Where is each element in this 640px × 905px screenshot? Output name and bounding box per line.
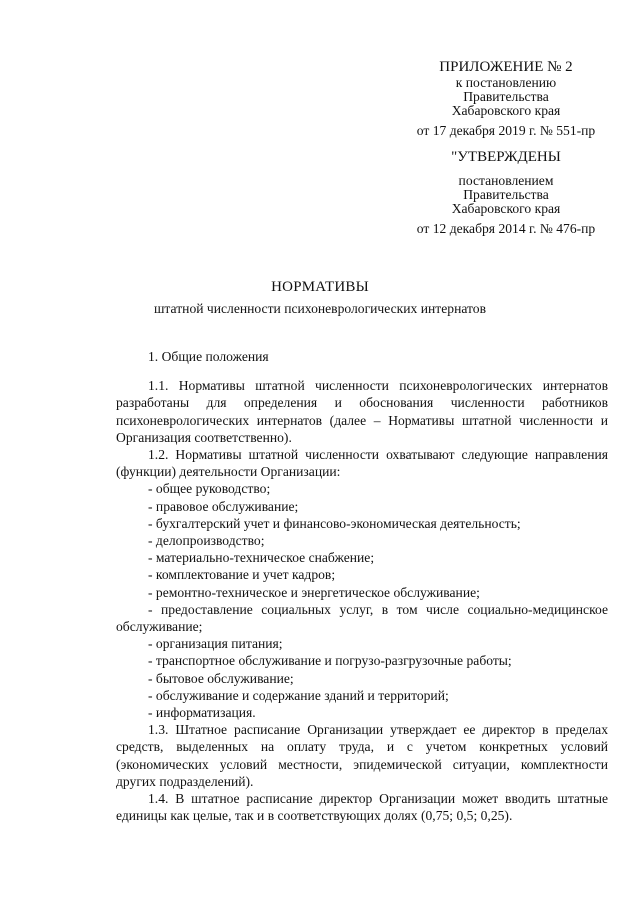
list-item: - комплектование и учет кадров; [148,567,336,583]
list-item: - бытовое обслуживание; [148,670,294,686]
attachment-line-3: Хабаровского края [451,103,561,118]
list-item: - правовое обслуживание; [148,498,299,514]
section-heading: 1. Общие положения [148,349,269,364]
list-item: - бухгалтерский учет и финансово-экономическая деятельность; [148,515,521,531]
attachment-stamp [378,58,634,138]
list-item: - общее руководство; [148,481,271,497]
list-item: - делопроизводство; [148,533,265,549]
list-item: - транспортное обслуживание и погрузо-разгрузочные работы; [148,653,512,669]
paragraph-1-2: 1.2. Нормативы штатной численности охватывают следующие направления (функции) деятельности Организации: [116,447,608,480]
document-subtitle: штатной численности психоневрологических интернатов [153,301,487,316]
paragraph-1-4: 1.4. В штатное расписание директор Организации может вводить штатные единицы как целые, так и в соответствующих долях (0,75; 0,5; 0,25). [116,791,608,824]
list-item: - ремонтно-техническое и энергетическое обслуживание; [148,584,480,600]
list-item: - информатизация. [148,705,256,721]
attachment-line-2: Правительства [463,89,549,104]
attachment-line-1: к постановлению [455,75,557,90]
approval-line-2: Правительства [463,187,549,202]
attachment-title: ПРИЛОЖЕНИЕ № 2 [439,59,573,75]
attachment-number: от 17 декабря 2019 г. № 551-пр [416,123,596,138]
approval-stamp [378,148,634,236]
paragraph-1-1: 1.1. Нормативы штатной численности психоневрологических интернатов разработаны для определения и обоснования численности работников психоневрологических интернатов (далее – Нормативы штатной численности и Организация соответственно). [116,378,608,445]
list-item: - организация питания; [148,636,283,652]
list-item: - предоставление социальных услуг, в том числе социально-медицинское обслуживание; [116,601,608,635]
list-item: - материально-техническое снабжение; [148,550,375,566]
paragraph-1-3: 1.3. Штатное расписание Организации утверждает ее директор в пределах средств, выделенных на оплату труда, и с учетом конкретных условий (экономических условий местности, эпидемической ситуации, комплектности других подразделений). [116,722,608,789]
document-body [116,348,608,824]
approval-line-1: постановлением [458,173,554,188]
approval-line-3: Хабаровского края [451,201,561,216]
document-title: НОРМАТИВЫ [271,279,369,295]
approval-title: "УТВЕРЖДЕНЫ [451,149,561,165]
list-item: - обслуживание и содержание зданий и территорий; [148,687,449,703]
approval-number: от 12 декабря 2014 г. № 476-пр [416,221,596,236]
